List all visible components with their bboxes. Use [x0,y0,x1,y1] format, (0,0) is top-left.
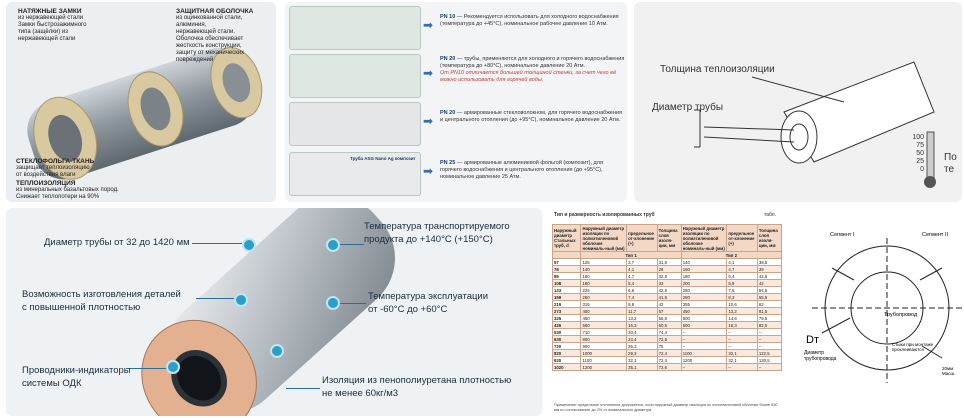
table-cell: 600 [681,322,727,329]
table-cell: – [681,329,727,336]
table-row [553,273,782,280]
table-row [553,315,782,322]
callout-line [126,368,168,369]
table-cell: 225 [581,287,627,294]
table-cell: 23,4 [627,336,657,343]
table-cell: 55,5 [757,294,781,301]
table-row [553,322,782,329]
table-cell: 1200 [581,364,627,371]
table-cell: 3,7 [627,259,657,266]
table-cell: 315 [581,301,627,308]
header-cell: Наружный диаметр Стальных труб, d [553,225,581,252]
table-cell: 35,1 [627,364,657,371]
table-cell: 133 [553,287,581,294]
table-cell: 160 [681,266,727,273]
table-cell: 42,5 [757,273,781,280]
table-cell: 82,5 [757,322,781,329]
table-cell: 1100 [681,350,727,357]
table-cell: – [727,336,757,343]
table-cell: – [727,364,757,371]
arrow-right-icon: ➡ [423,66,434,80]
table-cell: 16,3 [627,322,657,329]
table-cell: 74,4 [657,329,681,336]
table-row [553,357,782,364]
label-foil: СТЕКЛОФОЛЬГА-ТКАНЬ защищает теплоизоляцию от воздействия влаги [16,158,95,178]
pipe-size-table [552,224,782,371]
label-locks: НАТЯЖНЫЕ ЗАМКИ из нержавеющей стали Замки быстрозажимного типа (защёлки) из нержавеющей стали [18,8,87,42]
table-cell: – [757,364,781,371]
callout-dot [242,238,256,252]
label-diameter: Диаметр трубы [652,102,724,113]
table-cell: 57 [553,259,581,266]
table-cell: 820 [553,350,581,357]
table-cell: 32,1 [727,350,757,357]
table-row [553,329,782,336]
image-result-pipe-table[interactable] [548,208,786,416]
table-cell: 920 [553,357,581,364]
callout-line [336,244,364,245]
table-cell: 32,1 [627,357,657,364]
table-cell: 560 [581,322,627,329]
table-cell: 38,5 [757,259,781,266]
table-cell: – [727,329,757,336]
callout-line [286,388,320,389]
header-type2: Тип 2 [681,252,781,259]
image-result-insulation-diagram[interactable] [634,2,962,202]
table-cell: 55,5 [657,315,681,322]
table-cell: 710 [581,329,627,336]
table-cell: 76 [553,266,581,273]
table-row [553,308,782,315]
table-cell: 26,3 [627,343,657,350]
table-cell: 29,3 [627,350,657,357]
table-cell: 159 [553,294,581,301]
table-cell: 160 [581,273,627,280]
table-cell: 60,5 [657,322,681,329]
callout-dot [326,238,340,252]
image-result-ppu-pipe[interactable] [6,208,542,416]
table-cell: 72,4 [657,357,681,364]
table-cell: 13,2 [627,315,657,322]
table-cell: 41,5 [657,294,681,301]
label-segment-1: Сегмент I [830,232,855,238]
table-cell: 14,6 [727,315,757,322]
table-cell: 32,1 [727,357,757,364]
table-cell: 9,8 [627,301,657,308]
table-row [553,343,782,350]
callout-dot [326,296,340,310]
table-cell: 200 [681,280,727,287]
table-cell: 32,5 [657,273,681,280]
table-cell: 250 [681,287,727,294]
table-cell: 79,5 [757,315,781,322]
table-cell: 720 [553,343,581,350]
table-cell: 5,4 [727,273,757,280]
callout-temp-operation: Температура эксплуатации от -60°С до +60°С [368,291,489,315]
header-cell: предельное от-клонение (+) [727,225,757,252]
label-scale: 20мм Масш. [942,366,956,376]
table-caption: Тип и размерность изолированных труб [554,212,655,218]
table-cell: 355 [681,301,727,308]
table-cell: 20,4 [627,329,657,336]
table-cell: 180 [581,280,627,287]
table-cell: 42 [657,301,681,308]
label-dt: Dт [806,334,819,346]
label-joints: Стыки при монтаже проклеиваются [892,342,934,352]
callout-foam: Изоляция из пенополиуретана плотностью не менее 60кг/м3 [322,375,512,399]
table-row [553,350,782,357]
table-cell: 39 [757,266,781,273]
callout-temp-transport: Температура транспортируемого продукта до +140°С (+150°С) [364,221,510,245]
callout-dot [234,293,248,307]
table-cell: 11,7 [627,308,657,315]
table-cell: 400 [581,308,627,315]
table-cell: 140 [681,259,727,266]
table-cell: – [757,336,781,343]
arrow-right-icon: ➡ [423,114,434,128]
table-cell: 13,2 [727,308,757,315]
table-cell: 42 [757,280,781,287]
table-cell: 5,4 [627,280,657,287]
table-cell: 57 [657,308,681,315]
table-row [553,280,782,287]
table-cell: 500 [681,315,727,322]
table-cell: 426 [553,322,581,329]
table-cell: 72,4 [657,350,681,357]
table-cell: 4,1 [627,266,657,273]
table-cell: 33 [657,280,681,287]
table-cell: 530 [553,329,581,336]
table-cell: 31,5 [657,259,681,266]
table-cell: 62 [757,301,781,308]
table-row [553,294,782,301]
label-thickness: Толщина теплоизоляции [660,64,775,75]
image-result-cross-section[interactable] [792,208,962,416]
thermometer-scale: 100 75 50 25 0 [912,134,924,173]
table-cell: 450 [681,308,727,315]
header-cell [553,252,581,259]
table-cell: 219 [553,301,581,308]
header-cell: Наружный диаметр изоляции по полиэтиленовой оболочке номиналь-ный (мм) [681,225,727,252]
table-cell: 108 [553,280,581,287]
header-type1: Тип 1 [581,252,681,259]
table-row [553,301,782,308]
callout-dot [270,344,284,358]
table-cell: 4,1 [727,259,757,266]
table-cell: 7,6 [727,287,757,294]
table-caption-right: табл. [764,212,776,218]
table-cell: 72,6 [657,364,681,371]
callout-line [192,243,242,244]
callout-density: Возможность изготовления деталей с повышенной плотностью [22,289,181,313]
table-cell: 89 [553,273,581,280]
table-cell: 1000 [581,350,627,357]
label-pipeline: Трубопровод [884,312,918,318]
table-cell: 4,7 [627,273,657,280]
callout-diameter: Диаметр трубы от 32 до 1420 мм [44,237,190,248]
table-cell: 180 [681,273,727,280]
table-cell: 450 [581,315,627,322]
table-cell: 6,6 [627,287,657,294]
table-cell: – [727,343,757,350]
label-dt-sub: Диаметр трубопровода [804,350,837,362]
image-result-insulated-pipe-cutaway[interactable] [6,2,276,202]
pipe-sample-pn25 [289,152,421,196]
table-cell: 4,7 [727,266,757,273]
table-cell: 280 [681,294,727,301]
callout-dot [166,360,180,374]
header-cell: Толщина слоя изоля-ции, мм [657,225,681,252]
table-cell: – [681,343,727,350]
pipe-sample-pn10 [289,6,421,50]
label-insulation: ТЕПЛОИЗОЛЯЦИЯ из минеральных базальтовых пород. Снижает теплопотери на 90% [16,180,119,200]
table-cell: 140 [581,266,627,273]
table-cell: 1200 [681,357,727,364]
label-shell: ЗАЩИТНАЯ ОБОЛОЧКА из оцинкованной стали, алюминия, нержавеющей стали. Оболочка обеспечивает жесткость конструкции, защиту от механических повреждений [176,8,254,63]
table-cell: 16,3 [727,322,757,329]
table-cell: 900 [581,343,627,350]
table-cell: 122,5 [757,350,781,357]
pn25-description: PN 25 — армированные алюминиевой фольгой (композит), для горячего водоснабжения и центрального отопления (до +95°С), номинальное давление 25 Атм. [440,160,603,180]
label-segment-2: Сегмент II [922,232,949,238]
table-cell: 10,6 [727,301,757,308]
image-result-pn-pipe-types[interactable] [285,2,627,202]
table-cell: 54,5 [757,287,781,294]
pn20-description: PN 20 — трубы, применяются для холодного и горячего водоснабжения (температура до +80°С), номинальное давление 20 Атм. От PN10 отличается большей толщиной стенки, за счет чего её можно использовать для горячей воды. [440,56,625,83]
table-cell: – [757,343,781,350]
table-cell: 125 [581,259,627,266]
pn10-description: PN 10 — Рекомендуется использовать для холодного водоснабжения (температура до +45°С), номинальное рабочее давление 10 Атм. [440,14,619,27]
table-cell: 81,5 [757,308,781,315]
arrow-right-icon: ➡ [423,18,434,32]
table-cell: 325 [553,315,581,322]
callout-line [196,298,236,299]
table-cell: – [681,364,727,371]
header-cell: предельное от-клонение (+) [627,225,657,252]
table-cell: 75 [657,343,681,350]
table-cell: 800 [581,336,627,343]
pipe-sample-pn20-glass [289,102,421,146]
pipe-caption: Труба ASG Nano Ag композит [350,156,416,161]
callout-line [336,303,366,304]
table-body [553,259,782,371]
table-cell: 1100 [581,357,627,364]
table-cell: 72,5 [657,336,681,343]
table-cell: 42,5 [657,287,681,294]
table-row [553,266,782,273]
cross-section-drawing [792,208,962,416]
table-cell: 7,4 [627,294,657,301]
table-cell: 250 [581,294,627,301]
table-cell: – [681,336,727,343]
pipe-sample-pn20 [289,54,421,98]
table-row [553,259,782,266]
table-row [553,287,782,294]
table-cell: 8,3 [727,294,757,301]
table-row [553,336,782,343]
header-cell: Наружный диаметр изоляции по полиэтиленовой оболочке номиналь-ный (мм) [581,225,627,252]
table-cell: 130,5 [757,357,781,364]
table-cell: 5,9 [727,280,757,287]
table-footnote: Примечание: предельное отклонение допускается, если наружный диаметр изоляции по полиэтиленовой оболочке более 630 мм по согласованию до 2% от номинального диаметра. [554,403,778,412]
pn20-glass-description: PN 20 — армированные стекловолокном, для горячего водоснабжения и центрального отопления (до +95°С), номинальное давление 20 Атм. [440,110,623,123]
header-cell: Толщина слоя изоля-ции, мм [757,225,781,252]
label-cut: По те [944,152,957,175]
table-cell: 28 [657,266,681,273]
table-cell: 630 [553,336,581,343]
table-cell: 1020 [553,364,581,371]
table-cell: – [757,329,781,336]
table-cell: 273 [553,308,581,315]
table-row [553,364,782,371]
arrow-right-icon: ➡ [423,164,434,178]
callout-indicator: Проводники-индикаторы системы ОДК [22,365,131,389]
